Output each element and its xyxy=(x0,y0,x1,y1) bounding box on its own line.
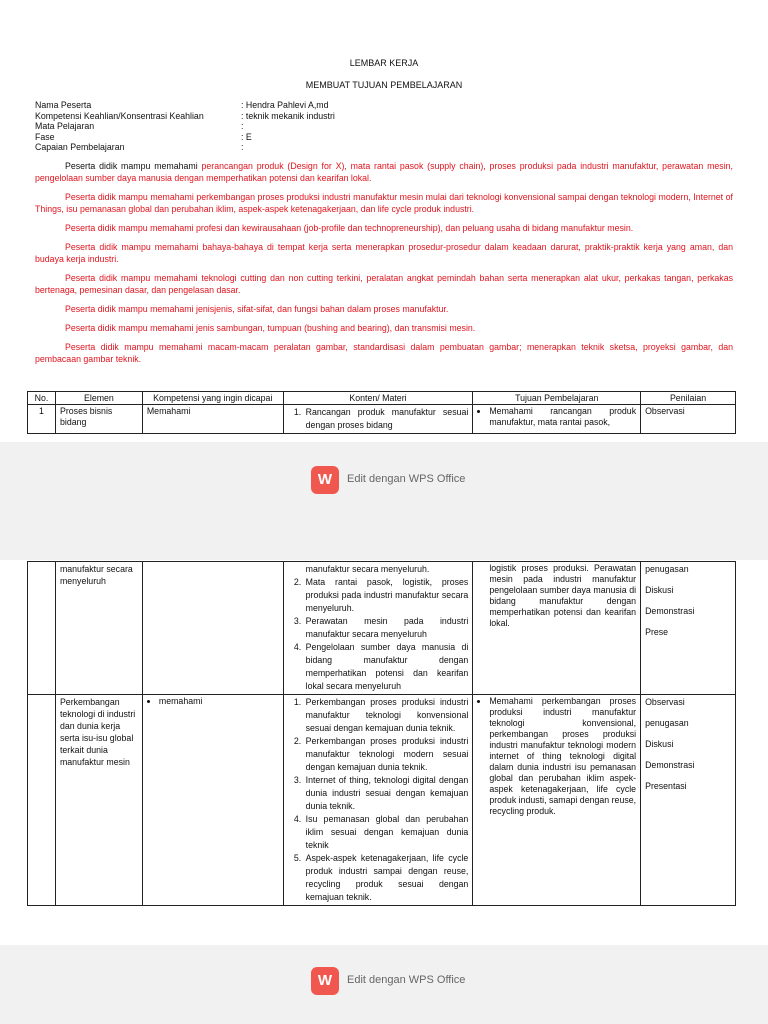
wps-watermark xyxy=(311,967,511,995)
cell-tujuan xyxy=(473,695,641,906)
list-item: 2. Mata rantai pasok, logistik, proses produksi pada industri manufaktur secara menyeluruh. xyxy=(304,576,469,615)
tujuan-text: logistik proses produksi. Perawatan mesin pada industri manufaktur pengelolaan sumber daya manusia di bidang manufaktur dengan memperhatikan potensi dan kearifan lokal. xyxy=(489,563,637,628)
table-row xyxy=(28,405,736,434)
capaian-paragraph: Peserta didik mampu memahami jenis sambungan, tumpuan (bushing and bearing), dan transmisi mesin. xyxy=(65,323,476,333)
konten-continuation: manufaktur secara menyeluruh. xyxy=(305,564,430,574)
list-item: • Memahami perkembangan proses produksi industri manufaktur teknologi konvensional, perkembangan proses produksi industri manufaktur teknologi modern internet of thing teknologi digital dalam dunia industri isu pemanasan global dan perubahan iklim aspek-aspek ketenagakerjaan, life cycle produk industi, samapi dengan reuse, recycling produk. xyxy=(489,696,636,817)
page-gap xyxy=(0,442,768,560)
identity-value: : xyxy=(241,121,244,132)
cell-kompetensi xyxy=(142,562,283,695)
document-page-2 xyxy=(0,560,768,945)
wps-watermark xyxy=(311,466,511,494)
list-item: • Memahami rancangan produk manufaktur, mata rantai pasok, xyxy=(489,406,636,428)
identity-value: : xyxy=(241,142,244,153)
cell-no xyxy=(28,695,56,906)
wps-watermark-text: Edit dengan WPS Office xyxy=(347,974,466,986)
identity-label: Fase xyxy=(35,131,55,142)
cell-no xyxy=(28,562,56,695)
list-item: 3. Internet of thing, teknologi digital dengan dunia industri sesuai dengan kemajuan dunia teknik. xyxy=(304,774,469,813)
wps-logo-icon: W xyxy=(311,466,339,494)
penilaian-item: Diskusi xyxy=(645,585,674,595)
cell-penilaian xyxy=(641,562,736,695)
cell-tujuan xyxy=(473,562,641,695)
identity-label: Mata Pelajaran xyxy=(35,121,95,132)
cell-konten xyxy=(283,405,473,434)
document-page-1 xyxy=(0,0,768,442)
cell-elemen: manufaktur secara menyeluruh xyxy=(55,562,142,695)
identity-label: Kompetensi Keahlian/Konsentrasi Keahlian xyxy=(35,110,204,121)
table-row xyxy=(28,562,736,695)
cell-kompetensi: Memahami xyxy=(142,405,283,434)
penilaian-item: Demonstrasi xyxy=(645,760,695,770)
identity-label: Nama Peserta xyxy=(35,100,92,110)
capaian-paragraph: Peserta didik mampu memahami jenisjenis, sifat-sifat, dan fungsi bahan dalam proses manufaktur. xyxy=(65,304,449,314)
identity-value: : Hendra Pahlevi A,md xyxy=(241,100,329,110)
identity-value: : teknik mekanik industri xyxy=(241,110,335,121)
capaian-lead: Peserta didik mampu memahami xyxy=(65,161,198,171)
penilaian-item: Diskusi xyxy=(645,739,674,749)
tujuan-table xyxy=(27,391,736,434)
cell-elemen: Perkembangan teknologi di industri dan dunia kerja serta isu-isu global terkait dunia manufaktur mesin xyxy=(55,695,142,906)
page-gap xyxy=(0,945,768,1024)
list-item: 5. Aspek-aspek ketenagakerjaan, life cycle produk industri sampai dengan reuse, recycling produk sesuai dengan kemajuan teknik. xyxy=(304,852,469,904)
cell-penilaian xyxy=(641,695,736,906)
capaian-paragraph: Peserta didik mampu memahami bahaya-bahaya di tempat kerja serta menerapkan prosedur-prosedur dalam keadaan darurat, praktik-praktik kerja yang aman, dan budaya kerja industri. xyxy=(35,242,733,264)
header-tujuan: Tujuan Pembelajaran xyxy=(473,392,641,405)
table-row xyxy=(28,695,736,906)
tujuan-table-continued xyxy=(27,561,736,906)
list-item: 4. Isu pemanasan global dan perubahan iklim sesuai dengan kemajuan dunia teknik xyxy=(304,813,469,852)
document-subtitle: MEMBUAT TUJUAN PEMBELAJARAN xyxy=(305,80,463,90)
capaian-paragraph: Peserta didik mampu memahami perkembangan proses produksi industri manufaktur mesin mulai dari teknologi konvensional sampai dengan teknologi modern, Internet of Things, isu pemanasan global dan perubahan iklim, aspek-aspek ketenagakerjaan, dan life cycle produk industri. xyxy=(35,192,733,214)
list-item: 3. Perawatan mesin pada industri manufaktur secara menyeluruh xyxy=(304,615,469,641)
header-konten: Konten/ Materi xyxy=(283,392,473,405)
list-item: 2. Perkembangan proses produksi industri manufaktur teknologi modern sesuai dengan kemajuan dunia teknik. xyxy=(304,735,469,774)
penilaian-item: Observasi xyxy=(645,697,685,707)
capaian-text: perancangan produk (Design for X), mata rantai pasok (supply chain), proses produksi pada industri manufaktur, perawatan mesin, pengelolaan sumber daya manusia dengan memperhatikan potensi dan kearifan lokal. xyxy=(35,161,733,183)
cell-penilaian: Observasi xyxy=(641,405,736,434)
capaian-paragraph: Peserta didik mampu memahami profesi dan kewirausahaan (job-profile dan technopreneurship), dan peluang usaha di bidang manufaktur mesin. xyxy=(65,223,634,233)
penilaian-item: penugasan xyxy=(645,718,689,728)
identity-value: : E xyxy=(241,131,252,142)
document-title: LEMBAR KERJA xyxy=(349,58,419,68)
header-penilaian: Penilaian xyxy=(641,392,736,405)
list-item: 1. Rancangan produk manufaktur sesuai dengan proses bidang xyxy=(304,406,469,432)
cell-elemen: Proses bisnis bidang xyxy=(55,405,142,434)
header-elemen: Elemen xyxy=(55,392,142,405)
list-item: 1. Perkembangan proses produksi industri manufaktur teknologi konvensional sesuai dengan kemajuan dunia teknik. xyxy=(304,696,469,735)
table-header-row xyxy=(28,392,736,405)
penilaian-item: Presentasi xyxy=(645,781,687,791)
capaian-paragraph: Peserta didik mampu memahami teknologi cutting dan non cutting terkini, peralatan angkat pemindah bahan serta menerapkan alat ukur, perkakas tangan, perkakas bertenaga, pemesinan dasar, dan pengelasan dasar. xyxy=(35,273,733,295)
list-item: • memahami xyxy=(159,696,279,707)
wps-watermark-text: Edit dengan WPS Office xyxy=(347,473,466,485)
capaian-paragraph: Peserta didik mampu memahami macam-macam peralatan gambar, standardisasi dalam pembuatan gambar; menerapkan teknik sketsa, proyeksi gambar, dan pembacaan gambar teknik. xyxy=(35,342,733,364)
penilaian-item: Demonstrasi xyxy=(645,606,695,616)
identity-label: Capaian Pembelajaran xyxy=(35,142,125,153)
header-kompetensi: Kompetensi yang ingin dicapai xyxy=(142,392,283,405)
cell-konten xyxy=(283,695,473,906)
list-item: 4. Pengelolaan sumber daya manusia di bidang manufaktur dengan memperhatikan potensi dan kearifan lokal secara menyeluruh xyxy=(304,641,469,693)
penilaian-item: penugasan xyxy=(645,564,689,574)
cell-kompetensi xyxy=(142,695,283,906)
cell-tujuan xyxy=(473,405,641,434)
cell-konten xyxy=(283,562,473,695)
penilaian-item: Prese xyxy=(645,627,669,637)
capaian-paragraph xyxy=(35,160,733,184)
cell-no: 1 xyxy=(28,405,56,434)
header-no: No. xyxy=(28,392,56,405)
wps-logo-icon: W xyxy=(311,967,339,995)
